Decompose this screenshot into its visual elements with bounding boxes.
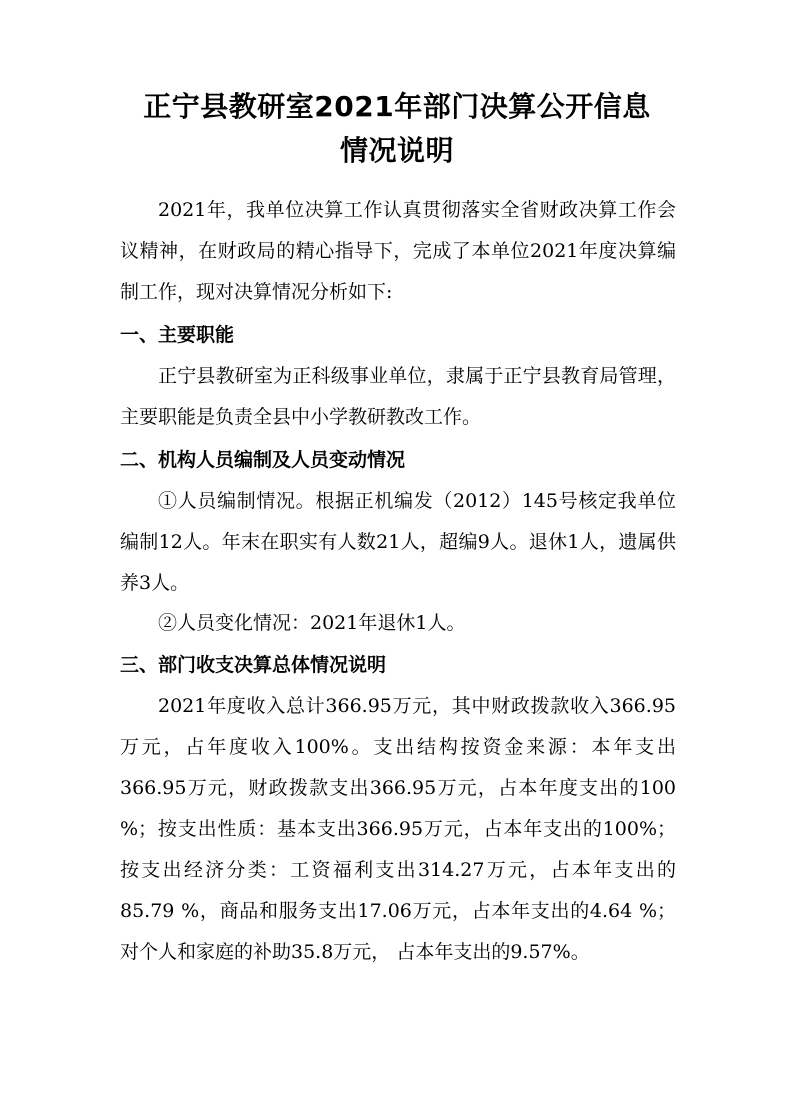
intro-paragraph: 2021年，我单位决算工作认真贯彻落实全省财政决算工作会议精神，在财政局的精心指导下，完成了本单位2021年度决算编制工作，现对决算情况分析如下: [120, 199, 676, 303]
section-heading-staffing: 二、机构人员编制及人员变动情况 [120, 449, 406, 471]
staff-change-paragraph: ②人员变化情况：2021年退休1人。 [158, 612, 466, 634]
section-heading-budget: 三、部门收支决算总体情况说明 [120, 654, 387, 676]
staffing-paragraph: ①人员编制情况。根据正机编发（2012）145号核定我单位编制12人。年末在职实有人数21人，超编9人。退休1人，遗属供养3人。 [120, 490, 676, 594]
section-heading-functions: 一、主要职能 [120, 324, 235, 346]
budget-paragraph: 2021年度收入总计366.95万元，其中财政拨款收入366.95万元，占年度收入100%。支出结构按资金来源：本年支出366.95万元，财政拨款支出366.95万元，占本年度支出的100 %；按支出性质：基本支出366.95万元，占本年支出的100%；按支出经济分类：工资福利支出314.27万元，占本年支出的85.79 %，商品和服务支出17.06万元，占本年支出的4.64 %；对个人和家庭的补助35.8万元， 占本年支出的9.57%。 [120, 695, 676, 963]
document-title-line2: 情况说明 [339, 134, 454, 167]
functions-paragraph: 正宁县教研室为正科级事业单位，隶属于正宁县教育局管理，主要职能是负责全县中小学教研教改工作。 [120, 365, 676, 428]
document-title-line1: 正宁县教研室2021年部门决算公开信息 [143, 90, 651, 123]
